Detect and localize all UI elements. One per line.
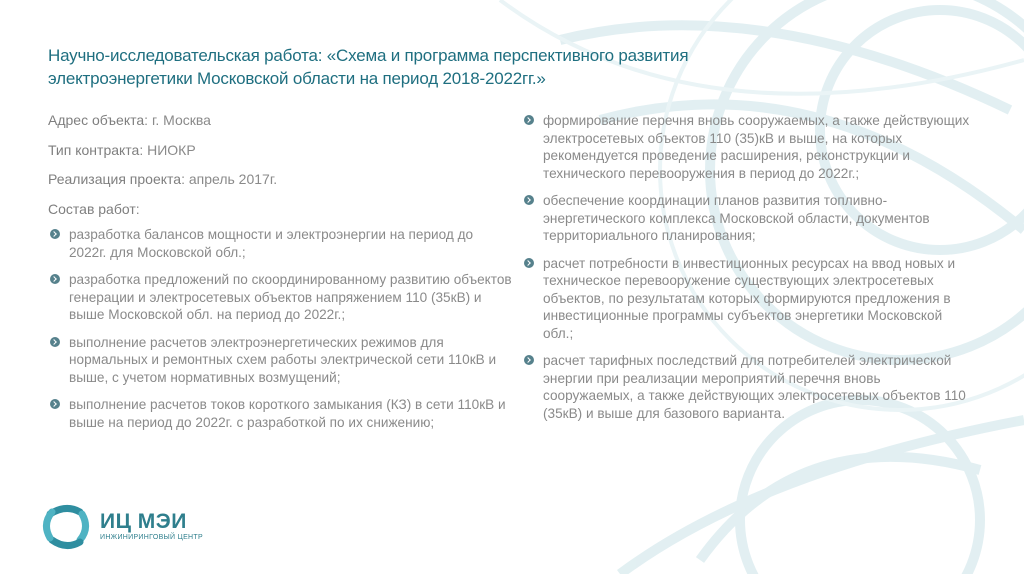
- meta-scope: Состав работ:: [48, 200, 140, 217]
- logo-name: ИЦ МЭИ: [100, 509, 187, 533]
- bullet-chevron-icon: [50, 399, 60, 409]
- logo-subtitle: ИНЖИНИРИНГОВЫЙ ЦЕНТР: [100, 533, 203, 541]
- bullet-chevron-icon: [524, 258, 534, 268]
- list-item: формирование перечня вновь сооружаемых, а также действующих электросетевых объектов 110 (35)кВ и выше, на которых рекомендуется проведение расширения, реконструкции и технического перевооружения в период до 2022г.;: [522, 112, 972, 182]
- company-logo: [40, 500, 203, 552]
- bullet-chevron-icon: [50, 337, 60, 347]
- right-column: [522, 112, 972, 432]
- meta-implementation: Реализация проекта: апрель 2017г.: [48, 171, 278, 187]
- left-column: [48, 112, 514, 441]
- meta-address: Адрес объекта: г. Москва: [48, 112, 211, 128]
- bullet-chevron-icon: [524, 355, 534, 365]
- bullet-chevron-icon: [50, 274, 60, 284]
- scope-list-right: [522, 112, 972, 422]
- title-line-1: Научно-исследовательская работа: «Схема и программа перспективного развития: [48, 46, 689, 65]
- list-item: выполнение расчетов токов короткого замыкания (КЗ) в сети 110кВ и выше на период до 2022г. с разработкой по их снижению;: [48, 396, 514, 431]
- logo-icon: [40, 500, 92, 552]
- list-item: разработка балансов мощности и электроэнергии на период до 2022г. для Московской обл.;: [48, 226, 514, 261]
- logo-text: [100, 511, 203, 542]
- title-line-2: электроэнергетики Московской области на период 2018-2022гг.»: [48, 69, 546, 88]
- list-item: обеспечение координации планов развития топливно-энергетического комплекса Московской области, документов территориального планирования;: [522, 192, 972, 245]
- scope-list-left: [48, 226, 514, 431]
- list-item: расчет тарифных последствий для потребителей электрической энергии при реализации мероприятий перечня вновь сооружаемых, а также действующих электросетевых объектов 110 (35кВ) и выше для базового варианта.: [522, 352, 972, 422]
- bullet-chevron-icon: [524, 195, 534, 205]
- meta-contract-type: Тип контракта: НИОКР: [48, 141, 196, 158]
- list-item: выполнение расчетов электроэнергетических режимов для нормальных и ремонтных схем работы электрической сети 110кВ и выше, с учетом нормативных возмущений;: [48, 334, 514, 387]
- list-item: разработка предложений по скоординированному развитию объектов генерации и электросетевых объектов напряжением 110 (35кВ) и выше Московской обл. на период до 2022г.;: [48, 271, 514, 324]
- list-item: расчет потребности в инвестиционных ресурсах на ввод новых и техническое перевооружение существующих электросетевых объектов, по результатам которых формируются предложения в инвестиционные программы субъектов энергетики Московской обл.;: [522, 255, 972, 343]
- page-title: [48, 44, 848, 90]
- bullet-chevron-icon: [50, 229, 60, 239]
- bullet-chevron-icon: [524, 115, 534, 125]
